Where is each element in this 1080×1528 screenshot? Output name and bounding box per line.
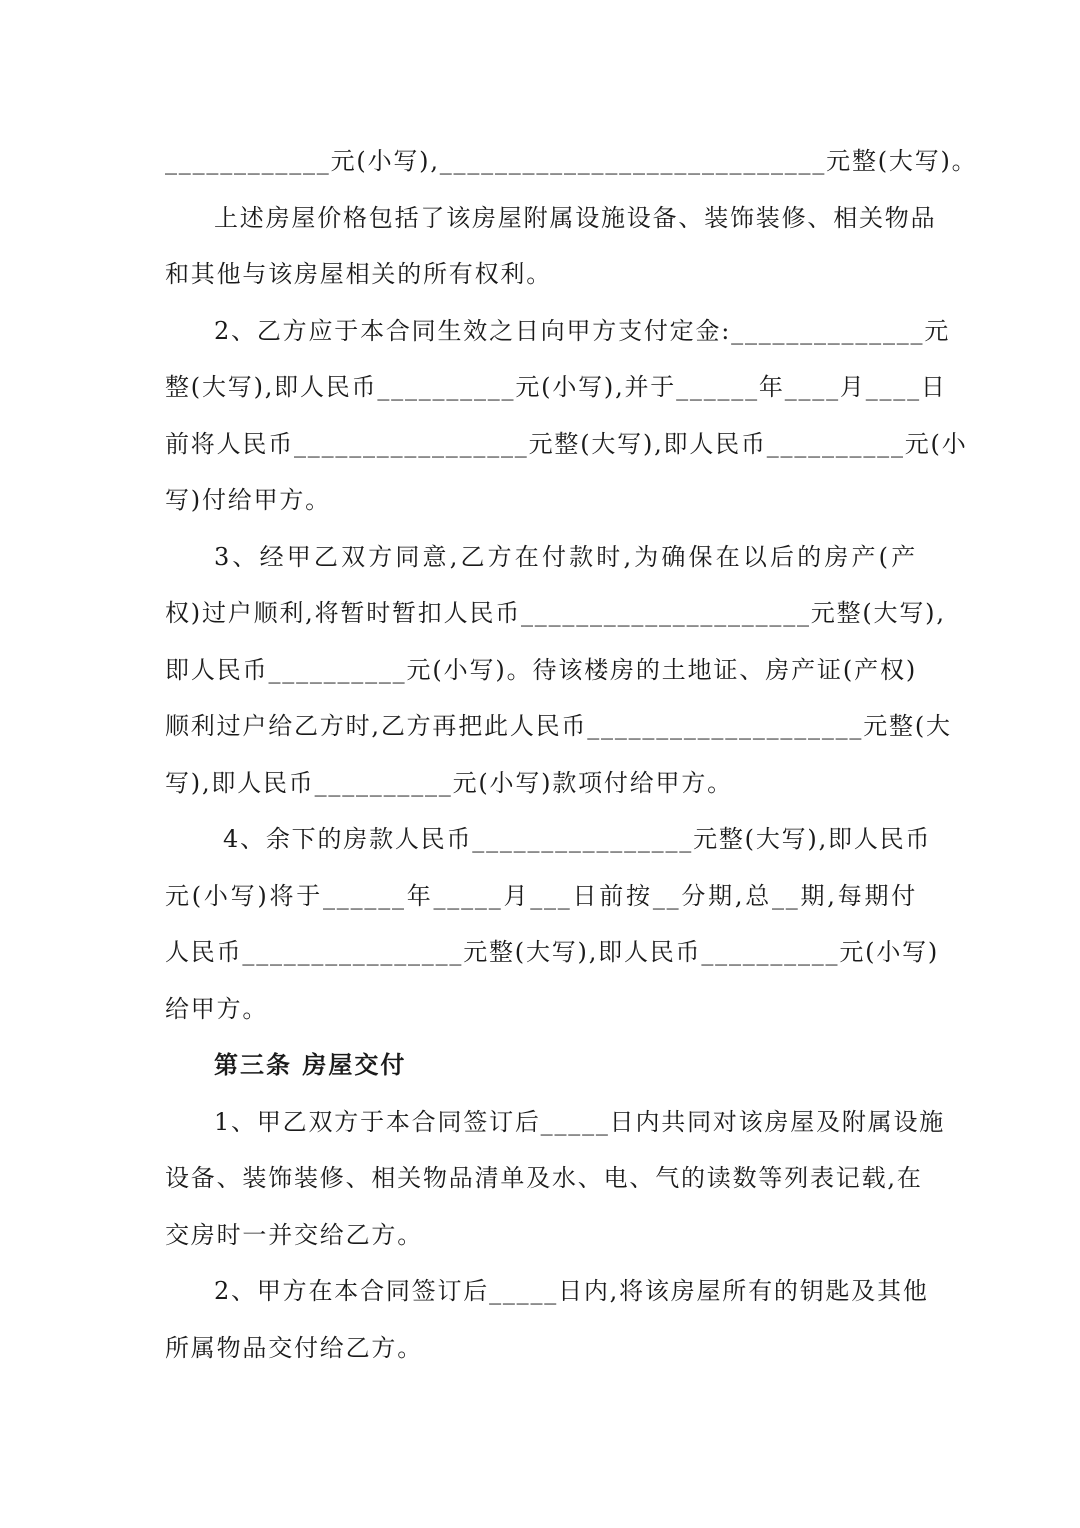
deposit-clause-line-3: 前将人民币_________________元整(大写),即人民币__________元(小 (165, 429, 968, 458)
withholding-clause-line-3: 即人民币__________元(小写)。待该楼房的土地证、房产证(产权) (165, 655, 917, 684)
balance-clause-line-3: 人民币________________元整(大写),即人民币__________元(小写) (165, 938, 940, 966)
balance-clause-line-1: 4、余下的房款人民币________________元整(大写),即人民币 (223, 825, 932, 853)
delivery-clause-2-line-2: 所属物品交付给乙方。 (165, 1333, 423, 1362)
delivery-clause-2-line-1: 2、甲方在本合同签订后_____日内,将该房屋所有的钥匙及其他 (214, 1277, 929, 1305)
withholding-clause-line-2: 权)过户顺利,将暂时暂扣人民币_____________________元整(大写), (165, 599, 946, 627)
delivery-clause-1-line-1: 1、甲乙双方于本合同签订后_____日内共同对该房屋及附属设施 (214, 1107, 946, 1136)
price-scope-line-1: 上述房屋价格包括了该房屋附属设施设备、装饰装修、相关物品 (214, 203, 937, 232)
deposit-clause-line-1: 2、乙方应于本合同生效之日向甲方支付定金:______________元 (214, 316, 951, 345)
price-amount-line: ____________元(小写),____________________________元整(大写)。 (165, 147, 978, 175)
balance-clause-line-2: 元(小写)将于______年_____月___日前按__分期,总__期,每期付 (165, 881, 917, 910)
balance-clause-line-4: 给甲方。 (165, 994, 269, 1023)
withholding-clause-line-5: 写),即人民币__________元(小写)款项付给甲方。 (165, 768, 733, 797)
contract-page (165, 133, 978, 1376)
delivery-clause-1-line-3: 交房时一并交给乙方。 (165, 1220, 423, 1249)
section-heading-delivery: 第三条 房屋交付 (214, 1050, 407, 1079)
price-scope-line-2: 和其他与该房屋相关的所有权利。 (165, 260, 552, 288)
deposit-clause-line-4: 写)付给甲方。 (165, 486, 331, 514)
withholding-clause-line-1: 3、经甲乙双方同意,乙方在付款时,为确保在以后的房产(产 (214, 542, 917, 571)
deposit-clause-line-2: 整(大写),即人民币__________元(小写),并于______年____月____日 (165, 373, 947, 401)
withholding-clause-line-4: 顺利过户给乙方时,乙方再把此人民币____________________元整(大 (165, 712, 952, 740)
delivery-clause-1-line-2: 设备、装饰装修、相关物品清单及水、电、气的读数等列表记载,在 (165, 1164, 923, 1192)
